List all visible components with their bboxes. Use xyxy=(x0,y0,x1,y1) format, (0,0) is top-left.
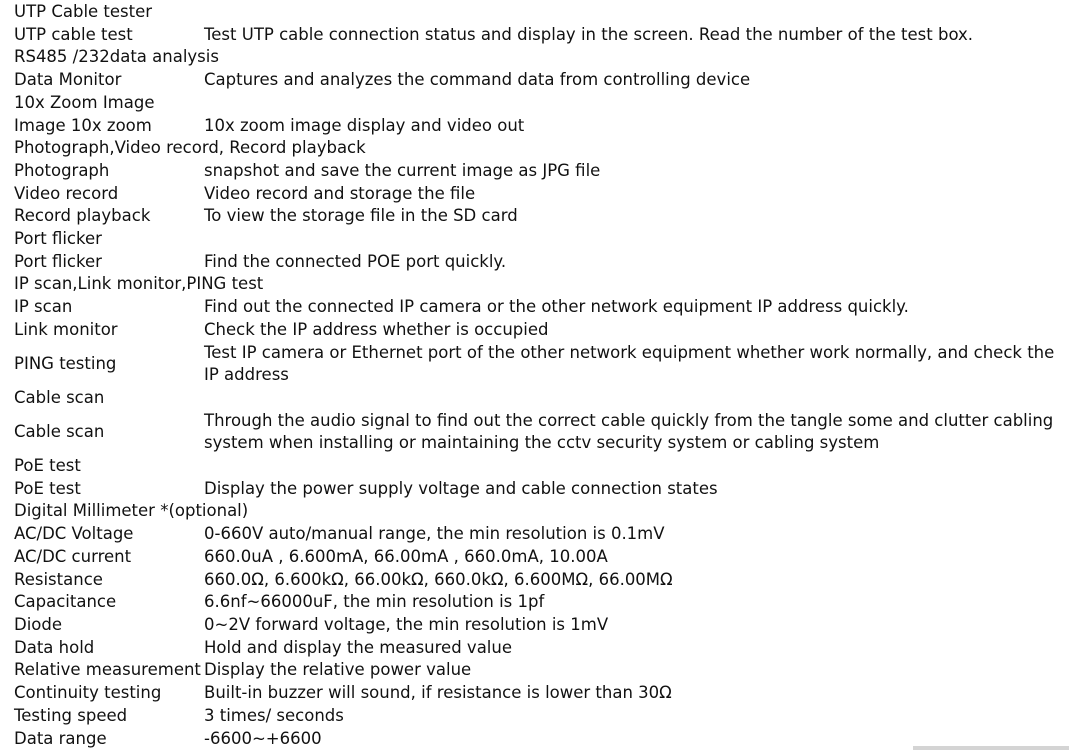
spec-label: Photograph xyxy=(14,160,110,180)
spec-description: Display the relative power value xyxy=(204,660,472,680)
spec-description: Display the power supply voltage and cable connection states xyxy=(204,478,718,498)
spec-description: Through the audio signal to find out the correct cable quickly from the tangle some and clutter cabling system when installing or maintaining the cctv security system or cabling system xyxy=(204,410,1054,453)
spec-row xyxy=(14,523,1064,546)
spec-description: Captures and analyzes the command data from controlling device xyxy=(204,70,751,90)
spec-label: PING testing xyxy=(14,353,117,373)
section-title: UTP Cable tester xyxy=(14,2,153,21)
spec-description: -6600~+6600 xyxy=(204,728,322,748)
spec-row xyxy=(14,546,1064,569)
spec-description: Video record and storage the file xyxy=(204,183,476,203)
spec-row xyxy=(14,591,1064,614)
scrollbar-strip xyxy=(913,746,1069,750)
spec-label: IP scan xyxy=(14,297,73,317)
section-title: Port flicker xyxy=(14,229,102,249)
spec-description: Check the IP address whether is occupied xyxy=(204,319,549,339)
spec-label: Capacitance xyxy=(14,592,117,612)
spec-description: 660.0uA , 6.600mA, 66.00mA , 660.0mA, 10.00A xyxy=(204,546,608,566)
spec-description: Test IP camera or Ethernet port of the other network equipment whether work normally, and check the IP address xyxy=(204,342,1055,385)
spec-description: 6.6nf~66000uF, the min resolution is 1pf xyxy=(204,592,545,612)
spec-description: 10x zoom image display and video out xyxy=(204,115,525,135)
spec-description: Find out the connected IP camera or the other network equipment IP address quickly. xyxy=(204,297,909,317)
spec-row xyxy=(14,569,1064,592)
spec-label: Continuity testing xyxy=(14,683,162,703)
spec-label: Port flicker xyxy=(14,251,102,271)
spec-row xyxy=(14,24,1064,47)
spec-label: Record playback xyxy=(14,206,151,226)
spec-table xyxy=(14,1,1064,750)
spec-label: Link monitor xyxy=(14,319,118,339)
spec-row xyxy=(14,614,1064,637)
spec-row xyxy=(14,115,1064,138)
spec-label: Resistance xyxy=(14,569,103,589)
spec-label: Data hold xyxy=(14,637,95,657)
spec-description: 660.0Ω, 6.600kΩ, 66.00kΩ, 660.0kΩ, 6.600MΩ, 66.00MΩ xyxy=(204,569,673,589)
spec-row xyxy=(14,728,1064,750)
spec-row xyxy=(14,682,1064,705)
spec-label: Diode xyxy=(14,614,63,634)
section-title: RS485 /232data analysis xyxy=(14,47,219,67)
section-title: Photograph,Video record, Record playback xyxy=(14,138,366,158)
spec-description: 0-660V auto/manual range, the min resolution is 0.1mV xyxy=(204,524,665,544)
spec-row xyxy=(14,183,1064,206)
spec-description: Built-in buzzer will sound, if resistance is lower than 30Ω xyxy=(204,683,672,703)
spec-row xyxy=(14,319,1064,342)
spec-row xyxy=(14,705,1064,728)
spec-label: AC/DC current xyxy=(14,546,132,566)
spec-description: Find the connected POE port quickly. xyxy=(204,251,507,271)
spec-label: Data range xyxy=(14,728,107,748)
spec-row xyxy=(14,637,1064,660)
spec-row xyxy=(14,659,1064,682)
spec-row xyxy=(14,478,1064,501)
spec-description: Test UTP cable connection status and display in the screen. Read the number of the test box. xyxy=(204,24,974,44)
spec-description: To view the storage file in the SD card xyxy=(204,206,518,226)
spec-description: snapshot and save the current image as JPG file xyxy=(204,160,601,180)
spec-label: AC/DC Voltage xyxy=(14,524,134,544)
section-title: Cable scan xyxy=(14,387,105,407)
spec-row xyxy=(14,296,1064,319)
spec-label: UTP cable test xyxy=(14,24,133,44)
spec-label: Video record xyxy=(14,183,119,203)
spec-description: Hold and display the measured value xyxy=(204,637,512,657)
spec-description: 3 times/ seconds xyxy=(204,705,344,725)
spec-row xyxy=(14,342,1064,387)
spec-label: PoE test xyxy=(14,478,81,498)
spec-row xyxy=(14,410,1064,455)
spec-label: Relative measurement xyxy=(14,660,201,680)
spec-row xyxy=(14,69,1064,92)
spec-description: 0~2V forward voltage, the min resolution is 1mV xyxy=(204,614,609,634)
section-title: IP scan,Link monitor,PING test xyxy=(14,274,264,294)
spec-label: Image 10x zoom xyxy=(14,115,152,135)
spec-row xyxy=(14,205,1064,228)
spec-label: Data Monitor xyxy=(14,70,122,90)
spec-label: Testing speed xyxy=(14,705,128,725)
spec-row xyxy=(14,160,1064,183)
spec-label: Cable scan xyxy=(14,422,105,441)
section-title: 10x Zoom Image xyxy=(14,92,155,112)
section-title: Digital Millimeter *(optional) xyxy=(14,501,249,521)
section-title: PoE test xyxy=(14,456,81,476)
spec-row xyxy=(14,251,1064,274)
